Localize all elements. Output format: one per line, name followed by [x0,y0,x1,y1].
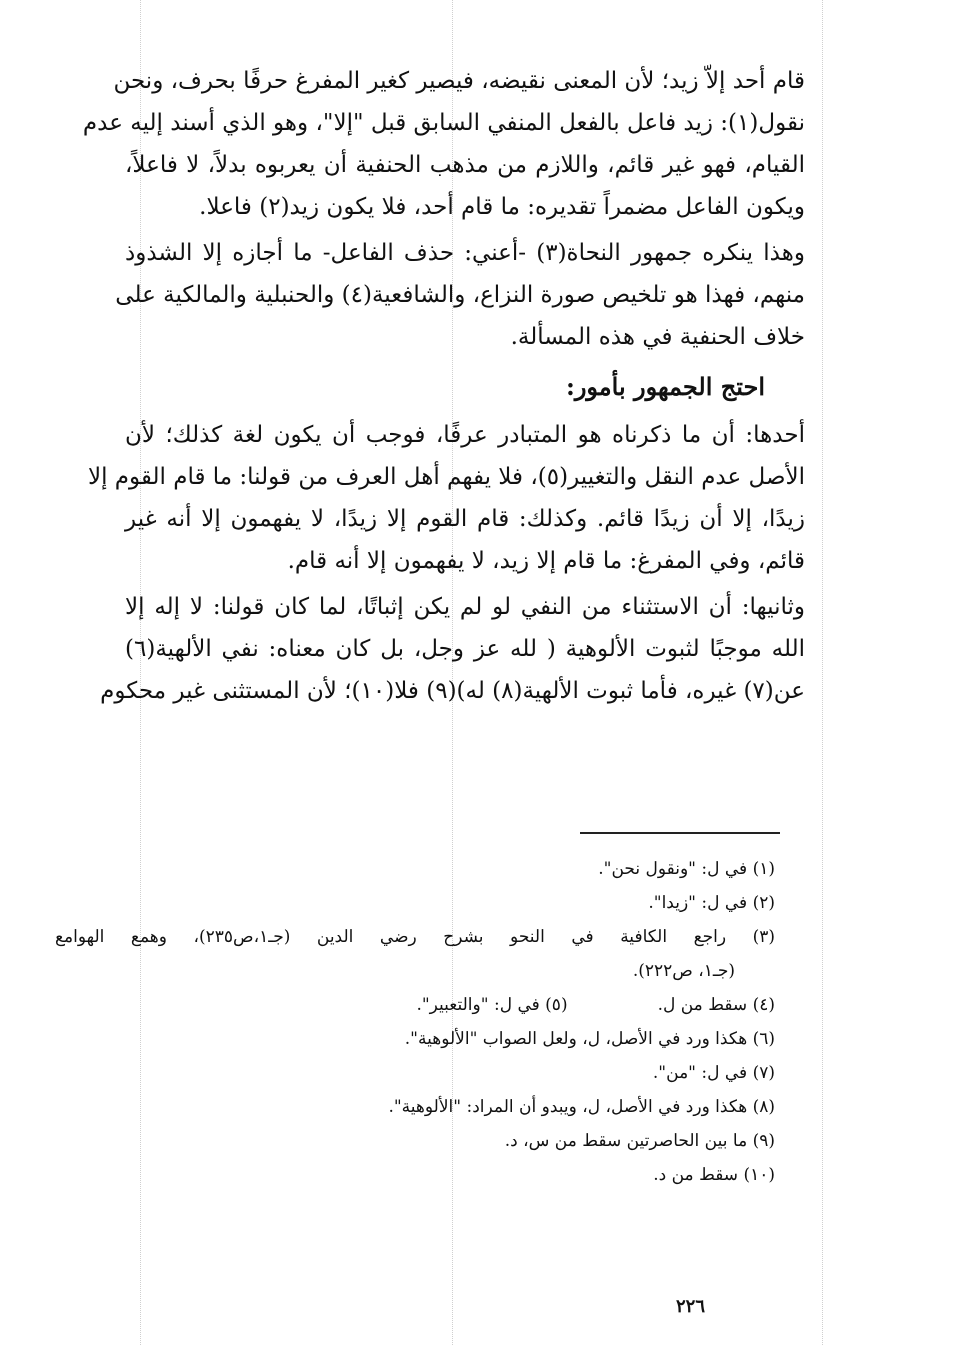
text-line: عن(٧) غيره، فأما ثبوت الألهية(٨) له)(٩) فلا(١٠)؛ لأن المستثنى غير محكوم [100,678,805,704]
paragraph-2 [115,232,805,358]
footnotes [55,852,775,1192]
text-line: قام أحد إلاّ زيد؛ لأن المعنى نقيضه، فيصير كغير المفرغ حرفًا بحرف، ونحن [113,68,805,94]
page-number: ٢٢٦ [676,1296,706,1317]
text-line: القيام، فهو غير قائم، واللازم من مذهب الحنفية أن يعربوه بدلاً، لا فاعلاً، [125,152,805,178]
footnote-6: (٦) هكذا ورد في الأصل، ل، ولعل الصواب "الألوهية". [404,1029,775,1049]
text-line: الله موجبًا لثبوت الألوهية ( لله عز وجل، بل كان معناه: نفي الألهية(٦) [125,636,805,662]
footnote-4: (٤) سقط من ل. [657,995,775,1015]
footnote-7: (٧) في ل: "من". [652,1063,775,1083]
footnote-separator [580,832,780,834]
text-line: أحدها: أن ما ذكرناه هو المتبادر عرفًا، فوجب أن يكون لغة كذلك؛ لأن [125,422,805,448]
text-line: وثانيها: أن الاستثناء من النفي لو لم يكن إثباتًا، لما كان قولنا: لا إله إلا [125,594,805,620]
text-line: قائم، وفي المفرغ: ما قام إلا زيد، لا يفهمون إلا أنه قام. [287,548,805,574]
footnote-row-4-5 [55,988,775,1022]
section-heading: احتج الجمهور بأمور: [565,372,765,401]
paragraph-1 [82,60,805,228]
paragraph-3 [87,414,805,582]
text-line: الأصل عدم النقل والتغيير(٥)، فلا يفهم أهل العرف من قولنا: ما قام القوم إلا [87,464,805,490]
footnote-10: (١٠) سقط من د. [653,1165,775,1185]
footnote-3: (٣) راجع الكافية في النحو بشرح رضي الدين (جـ١،ص٢٣٥)، وهمع الهوامع [55,927,776,947]
footnote-3-continued: (جـ١، ص٢٢٢). [632,961,735,981]
text-line: نقول(١): زيد فاعل بالفعل المنفي السابق قبل "إلا"، وهو الذي أسند إليه عدم [82,110,805,136]
text-line: منهم، فهذا هو تلخيص صورة النزاع، والشافعية(٤) والحنبلية والمالكية على [115,282,805,308]
scan-artifact-line [822,0,823,1345]
text-line: ويكون الفاعل مضمراً تقديره: ما قام أحد، فلا يكون زيد(٢) فاعلا. [199,194,805,220]
footnote-1: (١) في ل: "ونقول نحن". [598,859,775,879]
footnote-2: (٢) في ل: "زيدا". [648,893,775,913]
footnote-5: (٥) في ل: "والتعبير". [416,995,568,1015]
text-line: زيدًا، إلا أن زيدًا قائم. وكذلك: قام القوم إلا زيدًا، لا يفهمون إلا أنه غير [125,506,805,532]
text-line: وهذا ينكره جمهور النحاة(٣) -أعني: حذف الفاعل- ما أجازه إلا الشذوذ [125,240,805,266]
footnote-8: (٨) هكذا ورد في الأصل، ل، ويبدو أن المراد: "الألوهية". [388,1097,775,1117]
main-text [82,60,805,712]
footnote-9: (٩) ما بين الحاصرتين سقط من س، د. [504,1131,775,1151]
paragraph-4 [100,586,805,712]
text-line: خلاف الحنفية في هذه المسألة. [510,324,805,350]
